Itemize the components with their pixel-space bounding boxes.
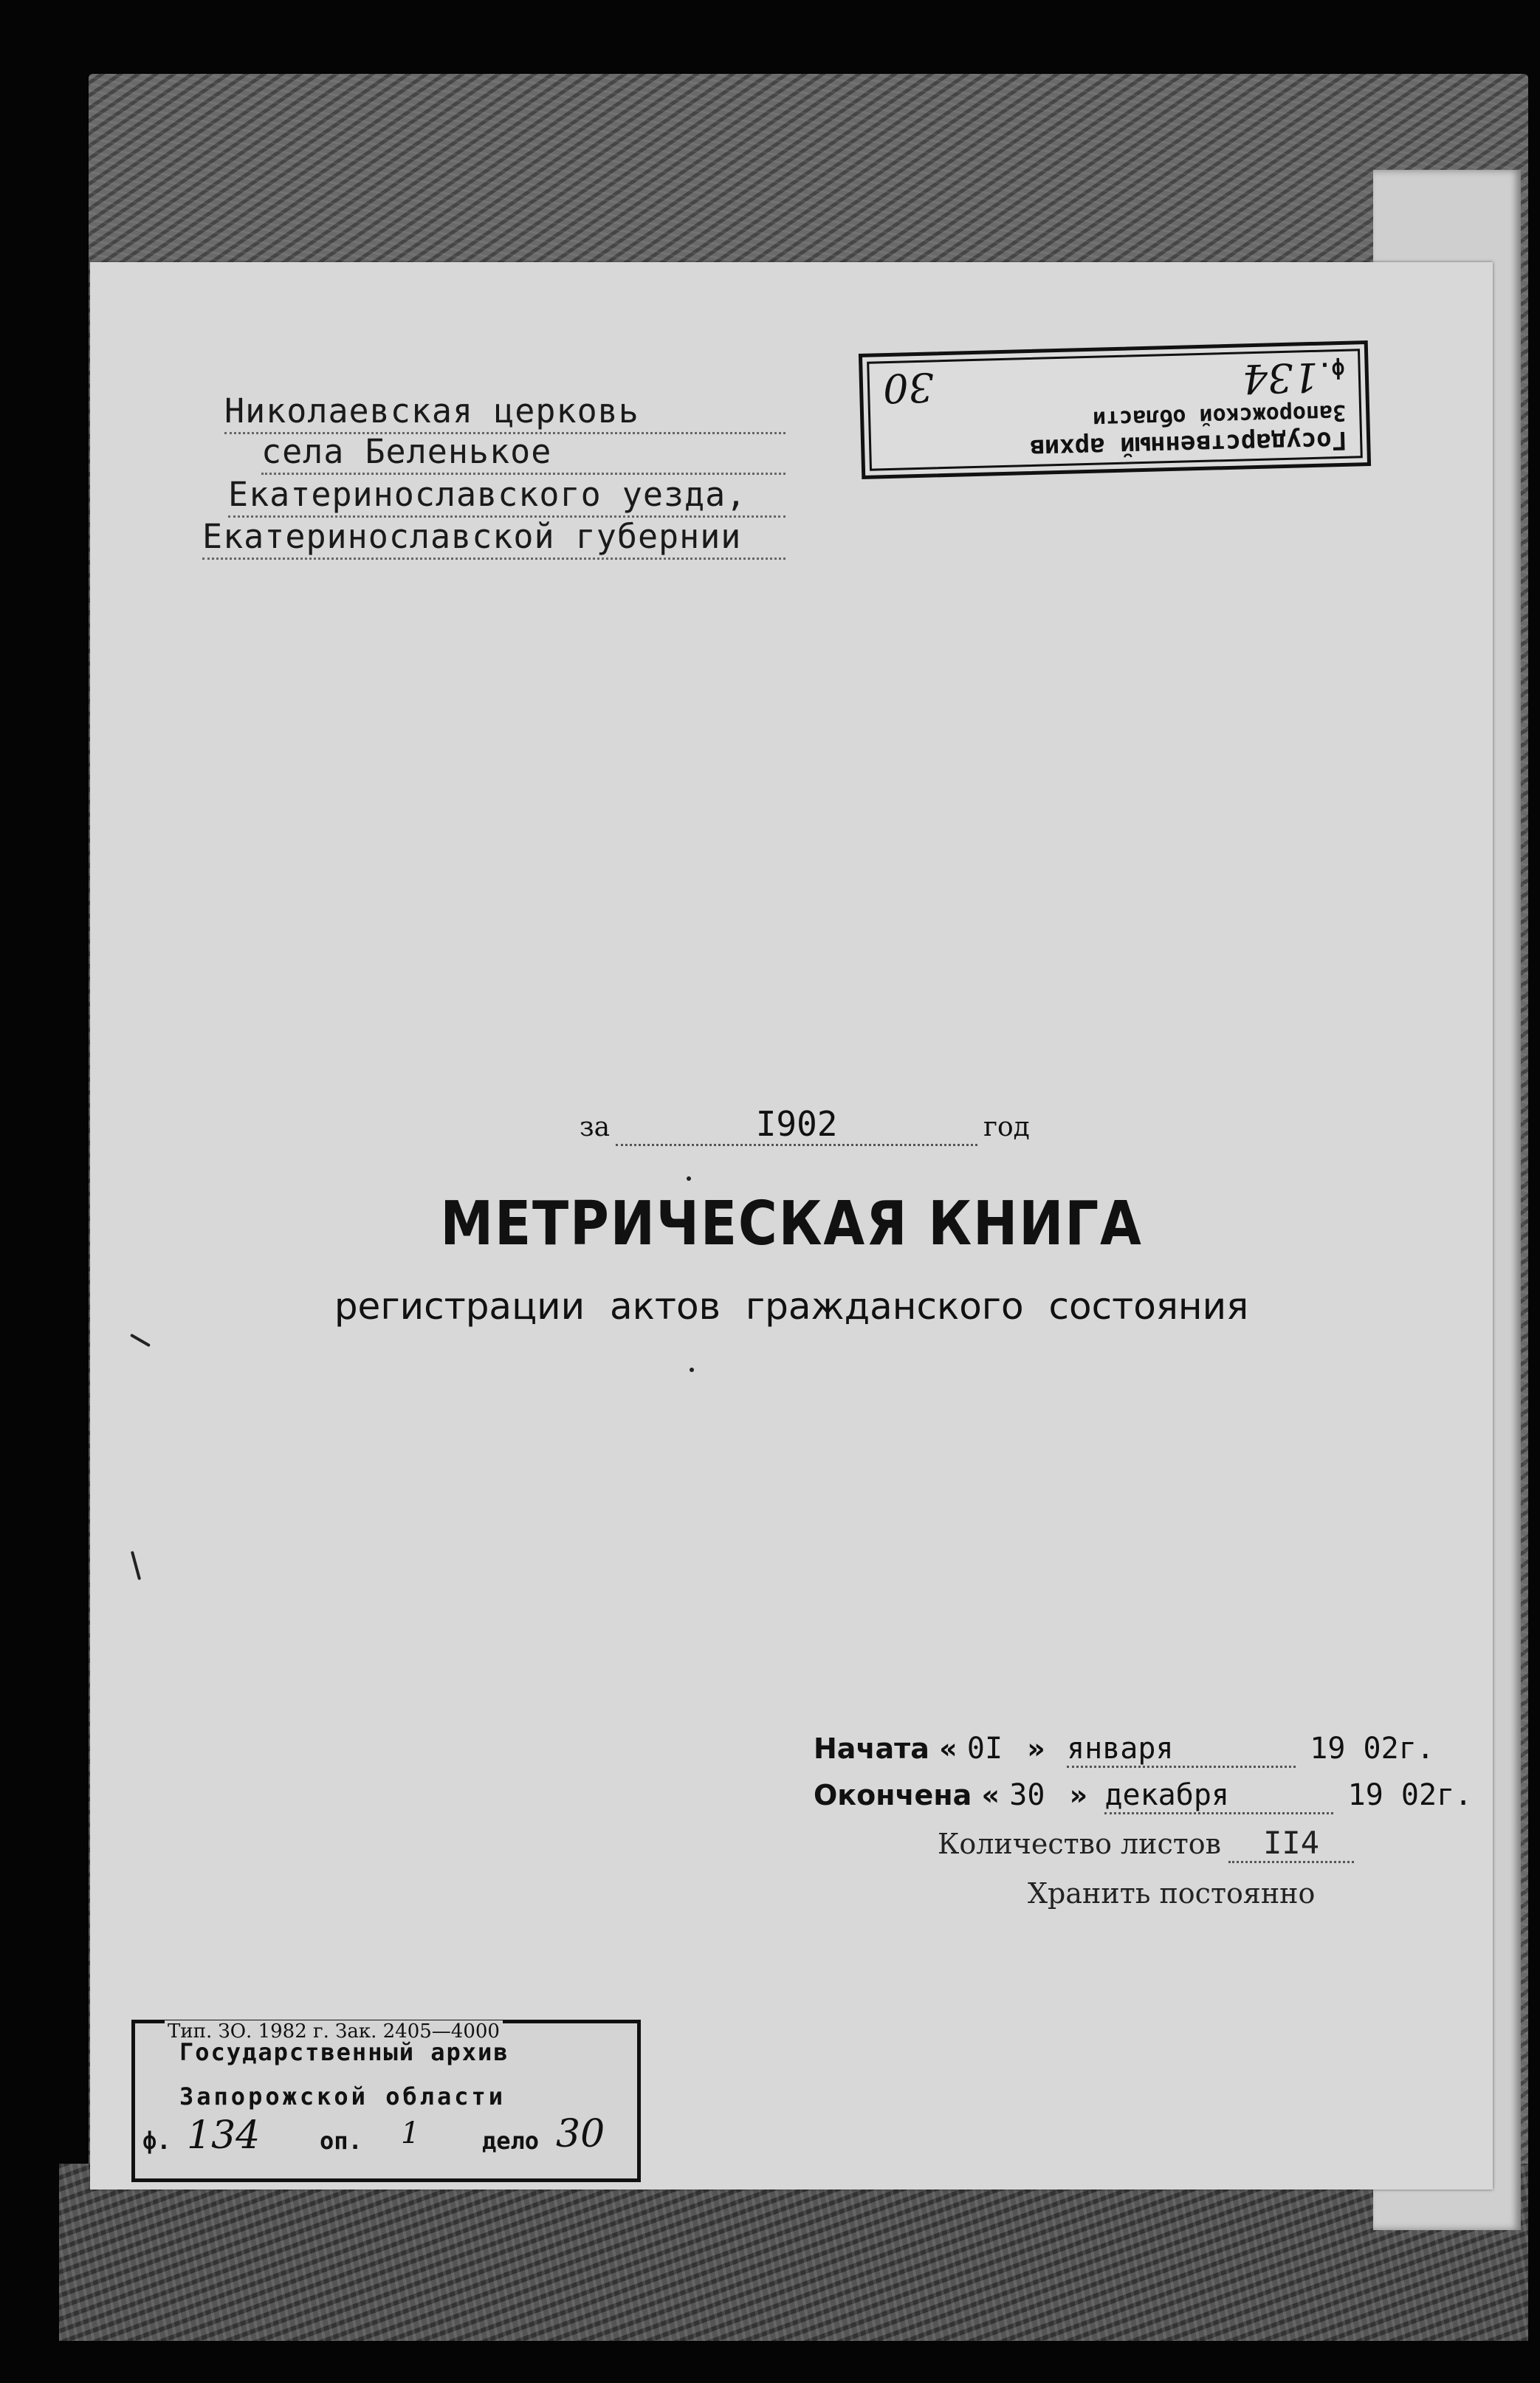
archive-stamp-top — [859, 340, 1371, 479]
sheets-row — [938, 1825, 1354, 1863]
stamp-top-fond-label: ф. — [1318, 356, 1346, 383]
sheets-value: II4 — [1228, 1825, 1354, 1863]
start-quote: » — [1027, 1732, 1045, 1765]
stamp-bottom-fond-label: ф. — [142, 2127, 171, 2155]
stamp-top-fond-value: 134 — [1241, 353, 1319, 402]
start-month: января — [1067, 1732, 1296, 1768]
end-date-row — [814, 1778, 1472, 1814]
stamp-bottom-delo-value: 30 — [556, 2112, 605, 2156]
paper-speck — [687, 1176, 691, 1181]
header-church: Николаевская церковь — [224, 391, 786, 434]
cover-page — [90, 262, 1493, 2190]
year-prefix: за — [580, 1112, 611, 1142]
header-district: Екатеринославского уезда, — [228, 475, 786, 518]
start-day: 0I — [966, 1732, 1003, 1766]
end-month: декабря — [1104, 1778, 1333, 1814]
stamp-bottom-fond-value: 134 — [187, 2113, 261, 2158]
header-province: Екатеринославской губернии — [202, 517, 786, 560]
printer-imprint: Тип. ЗО. 1982 г. Зак. 2405—4000 — [165, 2020, 503, 2043]
stamp-top-region: Запорожской области — [1092, 399, 1347, 432]
start-date-row — [814, 1732, 1434, 1768]
end-year: 19 02г. — [1347, 1778, 1473, 1812]
stamp-bottom-op-value: 1 — [401, 2116, 420, 2150]
end-quote: » — [1069, 1779, 1088, 1811]
stamp-bottom-delo-label: дело — [482, 2127, 540, 2155]
paper-speck — [690, 1368, 694, 1372]
folder-binding-bottom — [59, 2164, 1528, 2341]
year-row — [580, 1104, 1030, 1146]
storage-note: Хранить постоянно — [1028, 1877, 1316, 1910]
page-title: МЕТРИЧЕСКАЯ КНИГА — [440, 1189, 1143, 1259]
header-village: села Беленькое — [261, 432, 786, 475]
paper-speck — [131, 1551, 141, 1580]
stamp-top-delo-value: 30 — [882, 363, 935, 412]
start-label: Начата « — [814, 1732, 958, 1765]
stamp-bottom-region: Запорожской области — [179, 2082, 506, 2111]
end-day: 30 — [1009, 1778, 1045, 1812]
archive-stamp-bottom — [131, 2020, 641, 2182]
start-year: 19 02г. — [1310, 1732, 1434, 1766]
page-subtitle: регистрации актов гражданского состояния — [334, 1285, 1249, 1328]
sheets-label: Количество листов — [938, 1828, 1222, 1860]
stamp-bottom-op-label: оп. — [320, 2127, 362, 2155]
stamp-bottom-archive: Государственный архив — [179, 2038, 509, 2066]
year-value: I902 — [616, 1104, 977, 1146]
year-suffix: год — [983, 1112, 1030, 1142]
stamp-top-archive: Государственный архив — [1028, 425, 1347, 464]
end-label: Окончена « — [814, 1779, 1000, 1811]
paper-speck — [130, 1334, 151, 1347]
